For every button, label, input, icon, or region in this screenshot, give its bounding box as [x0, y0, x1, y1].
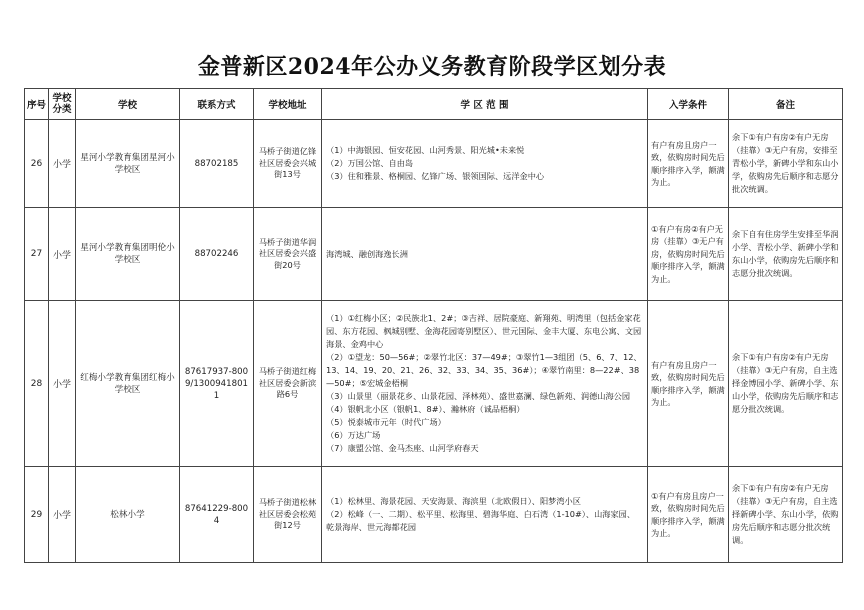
header-school: 学校 — [76, 89, 180, 120]
table-row — [25, 301, 843, 467]
row-zone — [322, 467, 648, 563]
row-no: 26 — [25, 120, 49, 208]
table-row — [25, 120, 843, 208]
row-address: 马桥子街道亿锋社区居委会兴城街13号 — [254, 120, 322, 208]
row-zone — [322, 208, 648, 301]
header-condition: 入学条件 — [648, 89, 729, 120]
page-title: 金普新区2024年公办义务教育阶段学区划分表 — [197, 54, 667, 80]
header-zone: 学 区 范 围 — [322, 89, 648, 120]
row-no: 28 — [25, 301, 49, 467]
row-school: 红梅小学教育集团红梅小学校区 — [76, 301, 180, 467]
zone-line: （2）万国公馆、自由岛 — [326, 158, 414, 168]
row-address: 马桥子街道红梅社区居委会新滨路6号 — [254, 301, 322, 467]
row-type: 小学 — [49, 467, 76, 563]
zone-line: （5）悦泰城市元年（时代广场） — [326, 417, 446, 427]
zone-line: （2）①望龙：50—56#；②翠竹北区：37—49#；③翠竹1—3组团（5、6、7、12、13、14、19、20、21、26、32、33、34、35、36#）；④翠竹南里：8—22#、38—50#；⑤宏城金梧桐 — [326, 352, 642, 388]
row-school: 松林小学 — [76, 467, 180, 563]
zone-line: （3）住和雅景、格桐园、亿锋广场、银领国际、远洋金中心 — [326, 171, 545, 181]
row-type: 小学 — [49, 301, 76, 467]
row-condition: ①有户有房②有户无房（挂靠）③无户有房，依购房时间先后顺序排序入学，额满为止。 — [648, 208, 729, 301]
row-condition: 有户有房且房户一致，依购房时间先后顺序排序入学，额满为止。 — [648, 301, 729, 467]
row-zone — [322, 120, 648, 208]
row-no: 27 — [25, 208, 49, 301]
row-condition: 有户有房且房户一致，依购房时间先后顺序排序入学，额满为止。 — [648, 120, 729, 208]
zone-line: 海湾城、融创海逸长洲 — [326, 248, 408, 259]
row-type: 小学 — [49, 120, 76, 208]
header-phone: 联系方式 — [180, 89, 254, 120]
row-note: 余下①有户有房②有户无房（挂靠）③无户有房，自主选择金博园小学、新碑小学、东山小学，依购房先后顺序和志愿分批次统调。 — [729, 301, 843, 467]
header-type-line1: 学校 — [52, 93, 72, 104]
zone-line: （1）松林里、海景花园、天安海景、海滨里（北欧假日）、阳梦湾小区 — [326, 496, 581, 506]
table-row — [25, 467, 843, 563]
header-type — [49, 89, 76, 120]
header-row — [25, 89, 843, 120]
row-phone: 88702246 — [180, 208, 254, 301]
zone-line: （7）康盟公馆、金马杰座、山河学府春天 — [326, 443, 479, 453]
zone-line: （4）银帆北小区（银帆1、8#）、瀚林府（诚品梧桐） — [326, 404, 525, 414]
school-district-table — [24, 88, 843, 563]
row-zone — [322, 301, 648, 467]
zone-line: （3）山景里（丽景花乡、山景花园、泽林苑）、盛世嘉澜、绿色新苑、润德山海公园 — [326, 391, 631, 401]
row-condition: ①有户有房且房户一致，依购房时间先后顺序排序入学，额满为止。 — [648, 467, 729, 563]
zone-line: （1）①红梅小区；②民族北1、2#；③吉祥、居院豪庭、新翔苑、明湾里（包括金家花园、东方花园、枫城别墅、金海花园寄别墅区）、世元国际、金丰大厦、东电公寓、文园海景、金鸡中心 — [326, 313, 642, 349]
row-school: 星河小学教育集团星河小学校区 — [76, 120, 180, 208]
row-phone: 87641229-8004 — [180, 467, 254, 563]
row-type: 小学 — [49, 208, 76, 301]
header-note: 备注 — [729, 89, 843, 120]
zone-line: （2）松峰（一、二期）、松平里、松海里、碧海华庭、白石湾（1-10#）、山海家园、乾景海岸、世元海都花园 — [326, 509, 636, 532]
row-note: 余下①有户有房②有户无房（挂靠）③无户有房，自主选择新碑小学、东山小学，依购房先后顺序和志愿分批次统调。 — [729, 467, 843, 563]
header-address: 学校地址 — [254, 89, 322, 120]
row-phone: 88702185 — [180, 120, 254, 208]
header-type-line2: 分类 — [52, 104, 72, 115]
zone-line: （1）中海银园、恒安花园、山河秀景、阳光城•未来悦 — [326, 145, 525, 155]
row-phone: 87617937-8009/13009418011 — [180, 301, 254, 467]
row-no: 29 — [25, 467, 49, 563]
row-school: 星河小学教育集团明伦小学校区 — [76, 208, 180, 301]
row-address: 马桥子街道华润社区居委会兴盛街20号 — [254, 208, 322, 301]
zone-line: （6）万达广场 — [326, 430, 381, 440]
row-address: 马桥子街道松林社区居委会松苑街12号 — [254, 467, 322, 563]
row-note: 余下自有住房学生安排至华润小学、青松小学、新碑小学和东山小学，依购房先后顺序和志愿分批次统调。 — [729, 208, 843, 301]
table-row — [25, 208, 843, 301]
row-note: 余下①有户有房②有户无房（挂靠）③无户有房，安排至青松小学，新碑小学和东山小学，依购房先后顺序和志愿分批次统调。 — [729, 120, 843, 208]
header-no: 序号 — [25, 89, 49, 120]
